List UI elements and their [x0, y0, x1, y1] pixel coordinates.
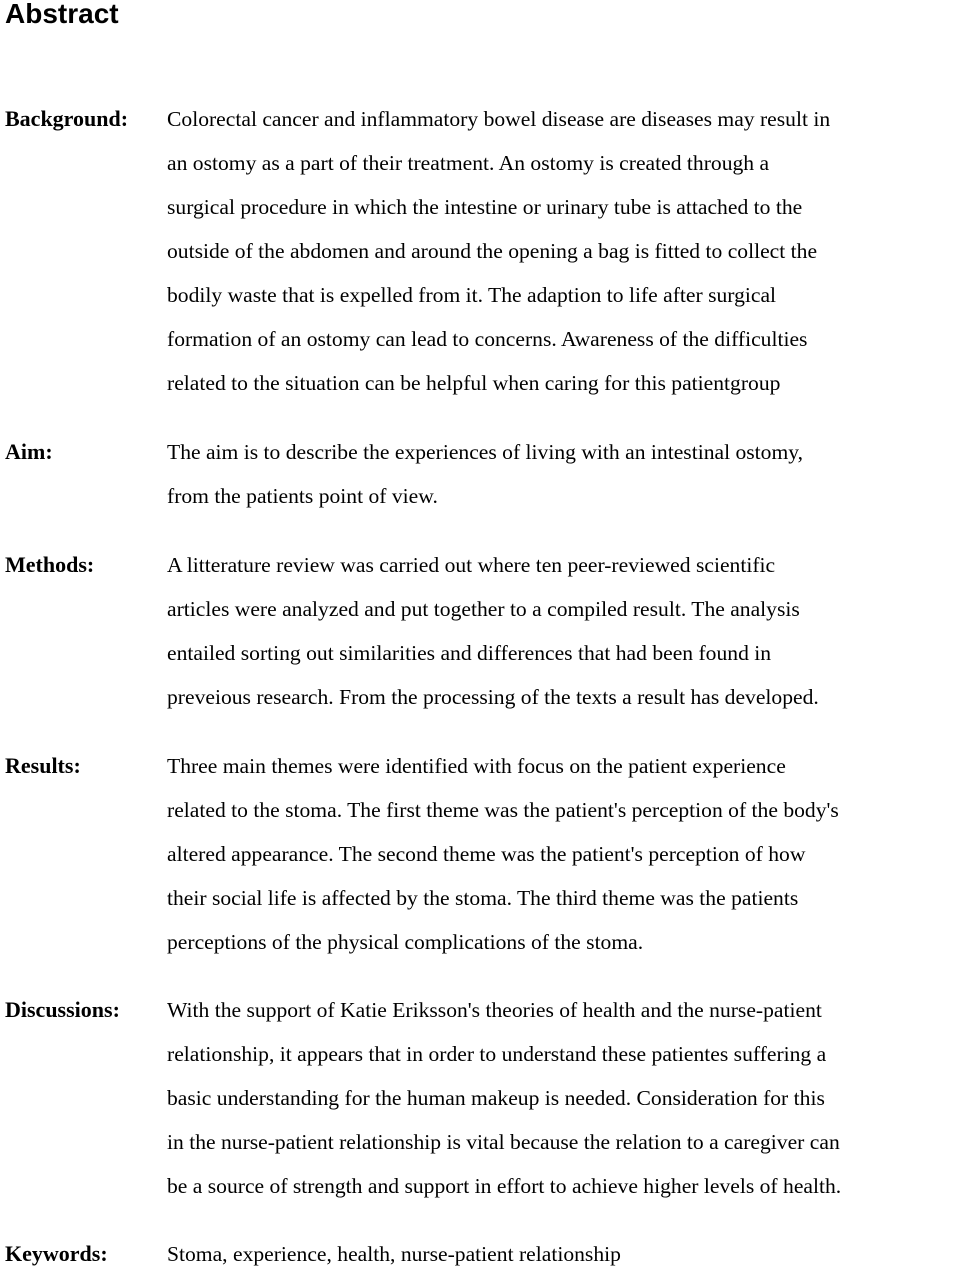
section-text-background — [167, 97, 960, 405]
section-text-methods — [167, 543, 960, 719]
section-label-aim: Aim: — [5, 439, 53, 464]
section-text-results — [167, 744, 960, 964]
text-line: formation of an ostomy can lead to concerns. Awareness of the difficulties — [167, 327, 808, 351]
text-line: altered appearance. The second theme was the patient's perception of how — [167, 842, 806, 866]
section-text-aim — [167, 430, 960, 518]
text-line: surgical procedure in which the intestine or urinary tube is attached to the — [167, 195, 803, 219]
section-label-discussions: Discussions: — [5, 997, 120, 1022]
text-line: articles were analyzed and put together to a compiled result. The analysis — [167, 597, 800, 621]
section-label-background: Background: — [5, 106, 129, 131]
section-text-keywords — [167, 1232, 960, 1276]
section-text-discussions — [167, 988, 960, 1208]
text-line: related to the stoma. The first theme was the patient's perception of the body's — [167, 798, 839, 822]
text-line: an ostomy as a part of their treatment. An ostomy is created through a — [167, 151, 770, 175]
text-line: in the nurse-patient relationship is vital because the relation to a caregiver can — [167, 1130, 840, 1154]
text-line: from the patients point of view. — [167, 484, 438, 508]
text-line: outside of the abdomen and around the opening a bag is fitted to collect the — [167, 239, 818, 263]
text-line: Colorectal cancer and inflammatory bowel disease are diseases may result in — [167, 107, 831, 131]
page-title: Abstract — [5, 0, 119, 29]
section-label-results: Results: — [5, 753, 81, 778]
text-line: A litterature review was carried out where ten peer-reviewed scientific — [167, 553, 776, 577]
text-line: related to the situation can be helpful when caring for this patientgroup — [167, 371, 781, 395]
text-line: entailed sorting out similarities and differences that had been found in — [167, 641, 772, 665]
text-line: their social life is affected by the stoma. The third theme was the patients — [167, 886, 799, 910]
section-label-methods: Methods: — [5, 552, 95, 577]
text-line: relationship, it appears that in order to understand these patientes suffering a — [167, 1042, 827, 1066]
text-line: bodily waste that is expelled from it. The adaption to life after surgical — [167, 283, 777, 307]
text-line: Three main themes were identified with focus on the patient experience — [167, 754, 786, 778]
text-line: perceptions of the physical complications of the stoma. — [167, 930, 644, 954]
text-line: preveious research. From the processing of the texts a result has developed. — [167, 685, 819, 709]
text-line: be a source of strength and support in effort to achieve higher levels of health. — [167, 1174, 842, 1198]
text-line: Stoma, experience, health, nurse-patient relationship — [167, 1242, 621, 1266]
text-line: basic understanding for the human makeup is needed. Consideration for this — [167, 1086, 825, 1110]
text-line: With the support of Katie Eriksson's theories of health and the nurse-patient — [167, 998, 822, 1022]
section-label-keywords: Keywords: — [5, 1241, 108, 1266]
text-line: The aim is to describe the experiences of living with an intestinal ostomy, — [167, 440, 804, 464]
